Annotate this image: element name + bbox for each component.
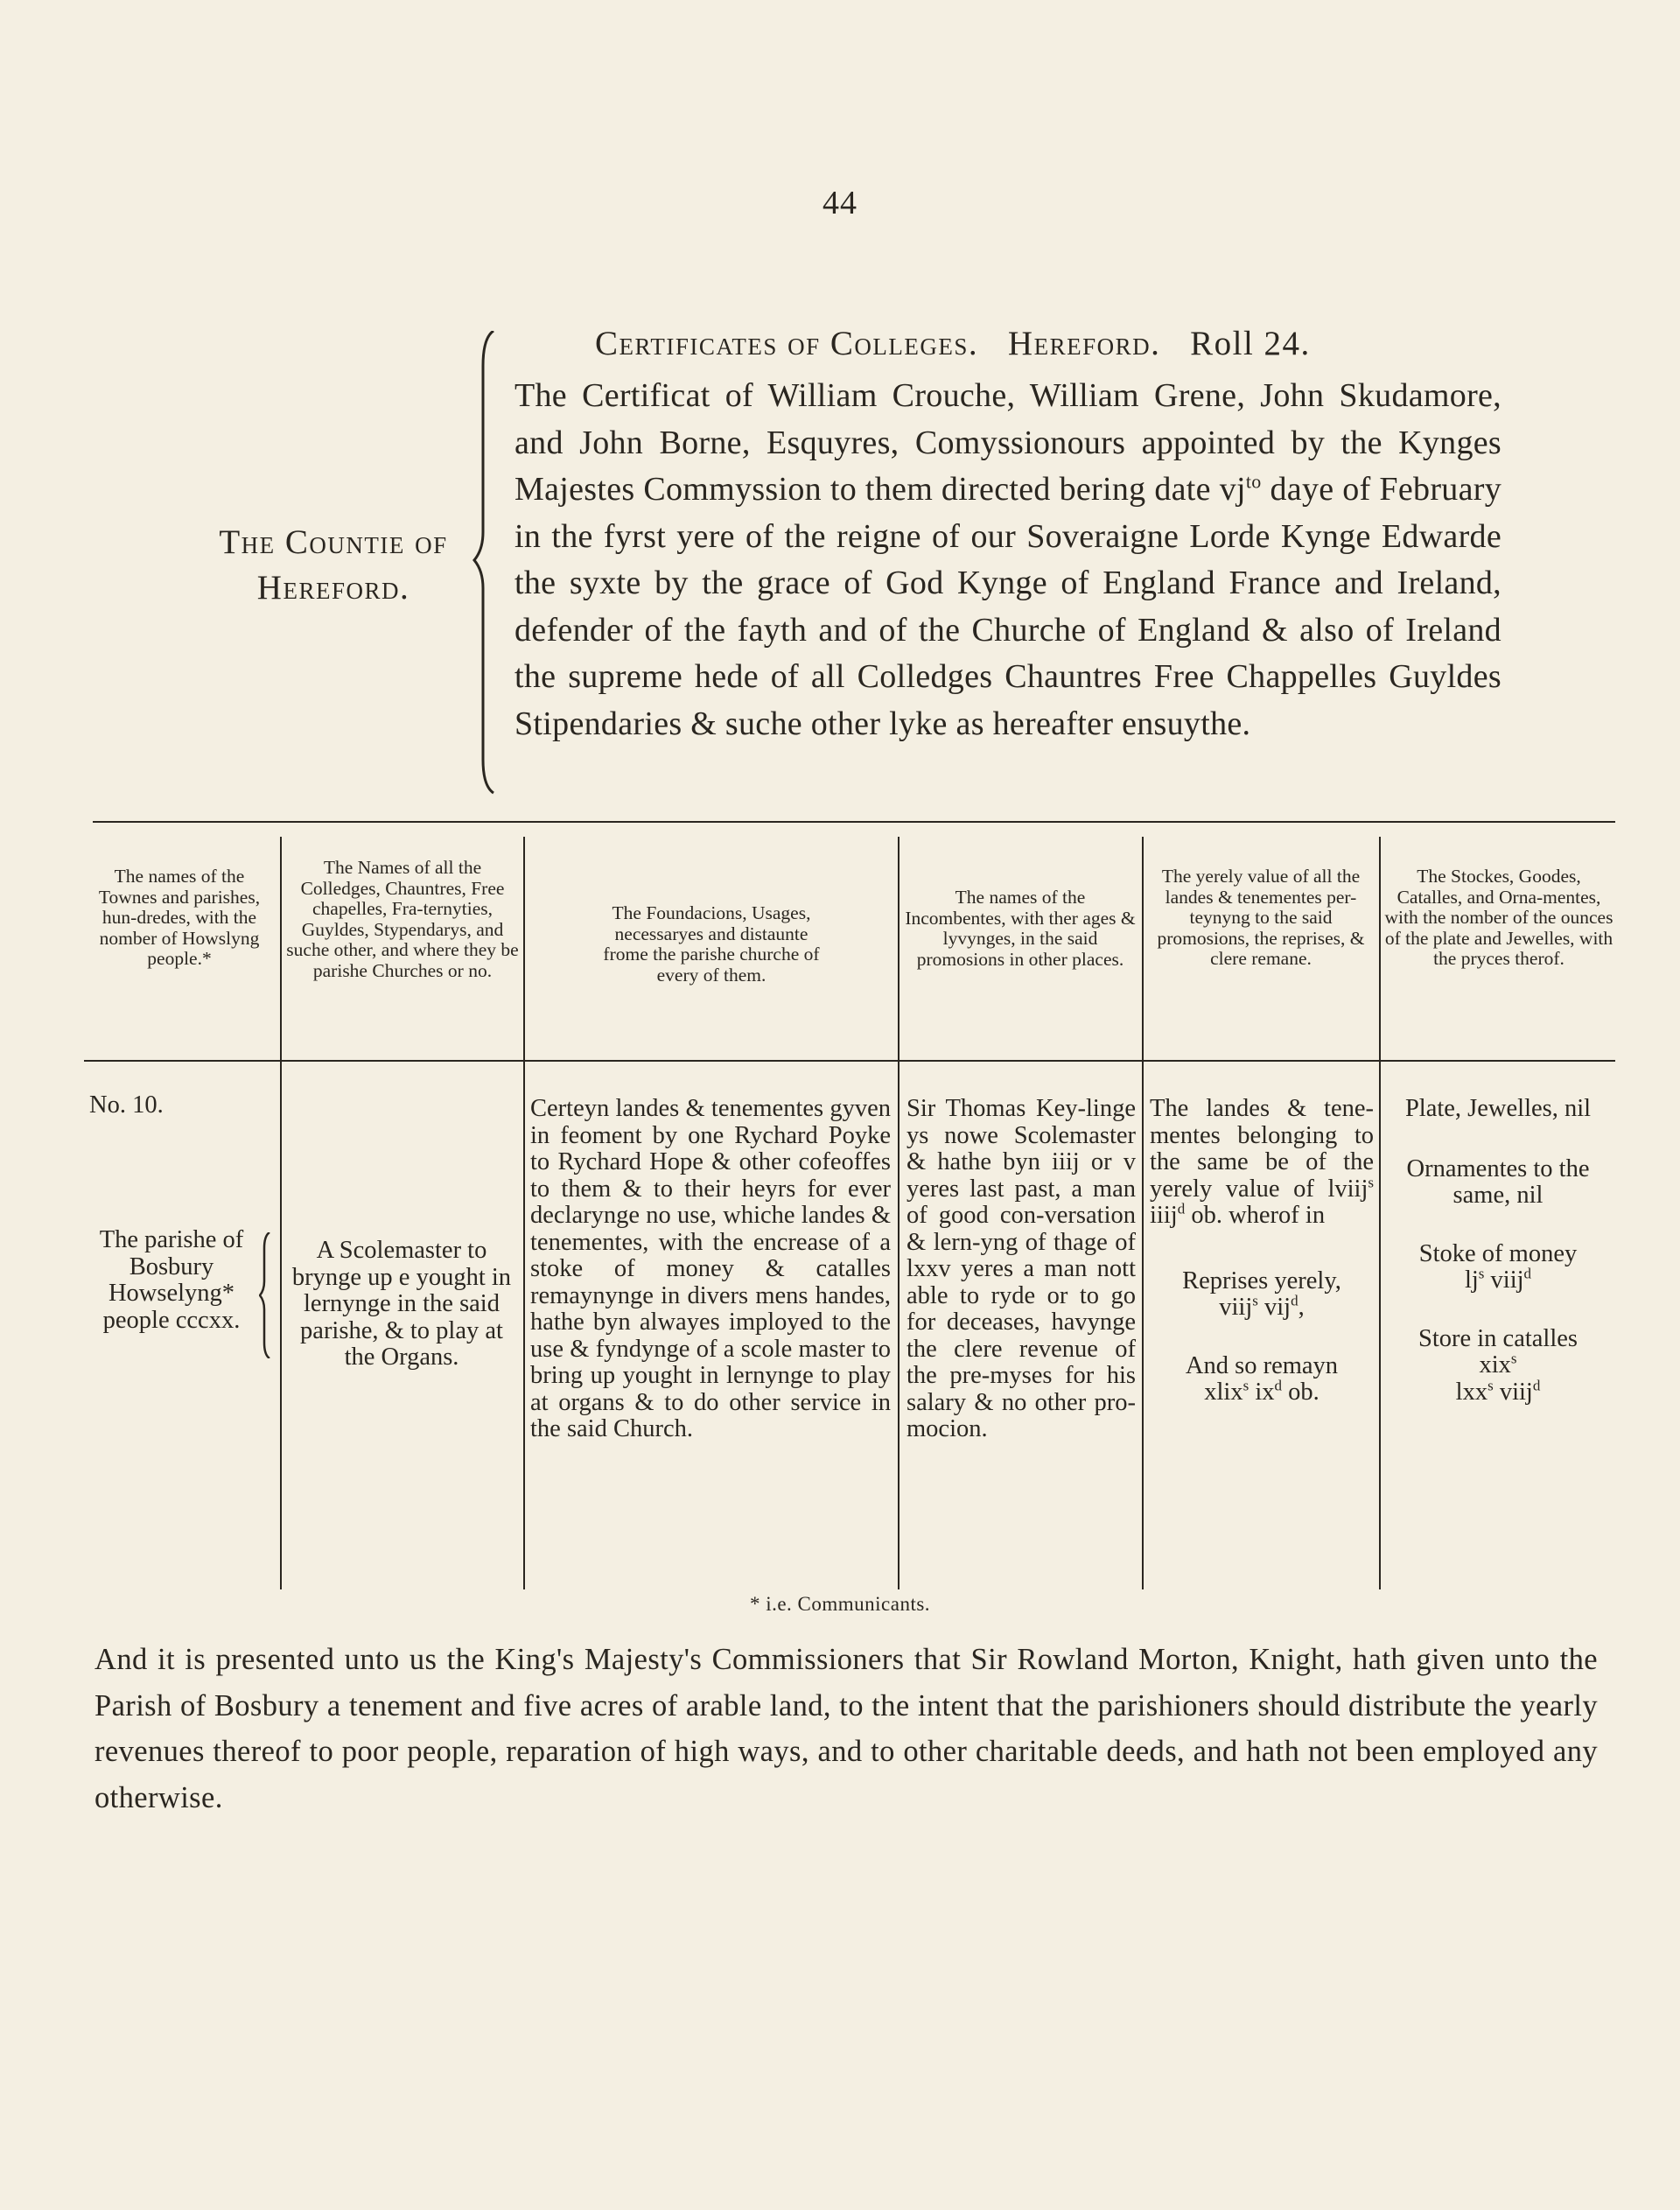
- col-header-parishes: The names of the Townes and parishes, hun-dredes, with the nomber of Howslyng people.*: [98, 866, 261, 969]
- certificate-text: The Certificat of William Crouche, William Grene, John Skudamore, and John Borne, Esquyres, Comyssionours appointed by the Kynges Majestes Commyssion to them directed bering date $vj^{to}$ daye of February in the fyrst yere of the reigne of our Soveraigne Lorde Kynge Edwarde the syxte by the grace of God Kynge of England France and Ireland, defender of the fayth and of the Churche of England & also of Ireland the supreme hede of all Colledges Chauntres Free Chappelles Guyldes Stipendaries & suche other lyke as hereafter ensuythe.: [514, 377, 1502, 742]
- stocks-cell: [1386, 1096, 1610, 1406]
- heading-county: Hereford.: [1007, 325, 1161, 362]
- heading-title: Certificates of Colleges.: [595, 325, 979, 362]
- left-brace: [472, 331, 502, 795]
- value-reprises: Reprises yerely, viij$^s$ vij$^d$,: [1182, 1266, 1341, 1321]
- page-number: 44: [822, 185, 858, 221]
- column-divider: [280, 837, 282, 1589]
- college-cell: A Scolemaster to brynge up e yought in lernynge in the said parishe, & to play at the Organs.: [291, 1237, 512, 1371]
- col-header-foundations: The Foundacions, Usages, necessaryes and distaunte frome the parishe churche of every of them.: [603, 902, 820, 986]
- column-divider: [523, 837, 525, 1589]
- parish-cell: The parishe of Bosbury Howselyng* people cccxx.: [99, 1226, 244, 1334]
- parish-brace: [259, 1232, 273, 1358]
- stocks-plate: Plate, Jewelles, nil: [1404, 1095, 1592, 1122]
- footnote: * i.e. Communicants.: [749, 1593, 931, 1615]
- col-header-colleges: The Names of all the Colledges, Chauntres, Free chapelles, Fra-ternyties, Guyldes, Stypendarys, and suche other, and where they be parishe Churches or no.: [286, 857, 519, 981]
- stocks-store: Store in catalles xix$^s$ lxx$^s$ viij$^d$: [1418, 1324, 1578, 1406]
- column-divider: [1379, 837, 1381, 1589]
- value-remayn: And so remayn xlix$^s$ $ix^d$ ob.: [1185, 1351, 1339, 1406]
- heading-roll: Roll 24.: [1190, 325, 1311, 362]
- column-divider: [898, 837, 900, 1589]
- county-label: [194, 520, 472, 611]
- page-heading: [595, 324, 1311, 363]
- foundation-cell: Certeyn landes & tenementes gyven in feoment by one Rychard Poyke to Rychard Hope & other cofeoffes to them & to their heyrs for ever declarynge no use, whiche landes & tenementes, with the encrease of a stoke of money & catalles remaynynge in divers mens handes, hathe byn alwayes imployed to the use & fyndynge of a scole master to bring up yought in lernynge to play at organs & to do other service in the said Church.: [530, 1095, 891, 1442]
- stocks-ornaments: Ornamentes to the same, nil: [1406, 1154, 1590, 1209]
- value-intro: The landes & tene-mentes belonging to the same be of the yerely value of lviij$^s$ iiij$^d$ ob. wherof in: [1150, 1095, 1374, 1229]
- row-number: No. 10.: [89, 1091, 164, 1119]
- stocks-money: Stoke of money $lj^s$ viij$^d$: [1418, 1239, 1578, 1294]
- closing-paragraph: And it is presented unto us the King's Majesty's Commissioners that Sir Rowland Morton, Knight, hath given unto the Parish of Bosbury a tenement and five acres of arable land, to the intent that the parishioners should distribute the yearly revenues thereof to poor people, reparation of high ways, and to other charitable deeds, and hath not been employed any otherwise.: [94, 1643, 1598, 1814]
- certificate-table: [84, 821, 1615, 1591]
- header-bottom-rule: [84, 1060, 1615, 1062]
- col-header-incumbents: The names of the Incombentes, with ther ages & lyvynges, in the said promosions in other places.: [905, 887, 1136, 970]
- incumbent-cell: Sir Thomas Key-linge ys nowe Scolemaster & hathe byn iiij or v yeres last past, a man of good con-versation & lern-yng of thage of lxxv yeres a man nott able to ryde or to go for deceases, havynge the clere revenue of the pre-myses for his salary & no other pro-mocion.: [906, 1095, 1136, 1442]
- county-label-line1: The Countie of: [219, 523, 448, 561]
- table-top-rule: [93, 821, 1615, 823]
- col-header-value: The yerely value of all the landes & tenementes per-teynyng to the said promosions, the reprises, & clere remane.: [1157, 866, 1365, 969]
- column-divider: [1142, 837, 1144, 1589]
- col-header-stocks: The Stockes, Goodes, Catalles, and Orna-mentes, with the nomber of the ounces of the plate and Jewelles, with the pryces therof.: [1384, 866, 1614, 969]
- value-cell: [1150, 1096, 1374, 1407]
- county-label-line2: Hereford.: [256, 569, 410, 607]
